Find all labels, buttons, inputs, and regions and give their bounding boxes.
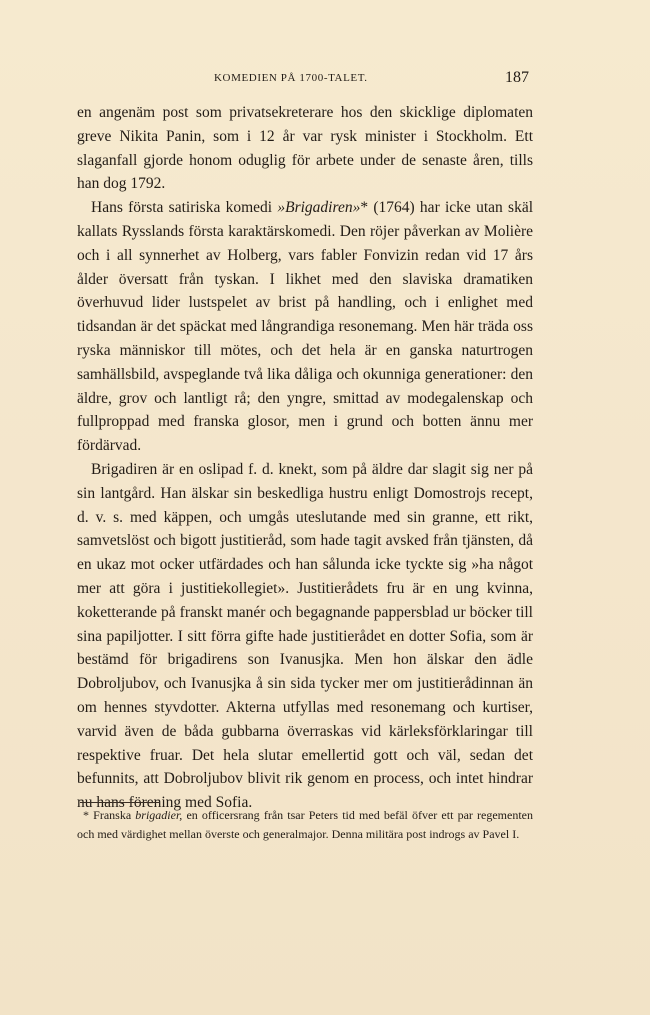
paragraph-2	[77, 196, 533, 458]
footnote-start: Franska	[93, 808, 136, 822]
play-title-brigadiren: »Brigadiren»	[277, 199, 361, 217]
running-title: KOMEDIEN PÅ 1700-TALET.	[214, 72, 368, 84]
footnote-divider	[80, 802, 160, 803]
paragraph-3: Brigadiren är en oslipad f. d. knekt, som på äldre dar slagit sig ner på sin lantgård. Han älskar sin beskedliga hustru enligt Domostrojs recept, d. v. s. med käppen, och umgås uteslutande med sin granne, ett rikt, samvetslöst och bigott justitieråd, som hade tagit avsked från tjänsten, då en ukaz mot ocker utfärdades och han sålunda icke tyckte sig »ha något mer att göra i justitiekollegiet». Justitierådets fru är en ung kvinna, koketterande på franskt manér och begagnande pappersblad ur böcker till sina papiljotter. I sitt förra gifte hade justitierådet en dotter Sofia, som är bestämd för brigadirens son Ivanusjka. Men hon älskar den ädle Dobroljubov, och Ivanusjka å sin sida tycker mer om justitierådinnan än om hennes styvdotter. Akterna utfyllas med resonemang och kurtiser, varvid även de båda gubbarna överraskas vid kärleksförklaringar till respektive fruar. Det hela slutar emellertid gott och väl, sedan det befunnits, att Dobroljubov blivit rik genom en process, och intet hindrar nu hans förening med Sofia.	[77, 460, 533, 812]
main-text	[77, 101, 533, 815]
paragraph-1: en angenäm post som privatsekreterare hos den skicklige diplomaten greve Nikita Panin, som i 12 år var rysk minister i Stockholm. Ett slaganfall gjorde honom oduglig för arbete under de senaste åren, tills han dog 1792.	[77, 104, 533, 193]
footnote-mark: *	[83, 808, 89, 822]
footnote-term: brigadier,	[135, 808, 183, 822]
paragraph-2-rest: * (1764) har icke utan skäl kallats Rysslands första karaktärskomedi. Den röjer påverkan av Molière och i all synnerhet av Holberg, vars fabler Fonvizin redan vid 17 års ålder översatt från tyskan. I likhet med den slaviska dramatiken överhuvud lider lustspelet av brist på handling, och i enlighet med tidsandan är det späckat med långrandiga resonemang. Men här träda oss ryska människor till mötes, och det hela är en ganska naturtrogen samhällsbild, avspeglande två lika dåliga och okunniga generationer: den äldre, grov och lantligt rå; den yngre, smittad av modegalenskap och fullproppad med franska glosor, men i grund och botten ännu mer fördärvad.	[77, 199, 533, 455]
page-number: 187	[505, 69, 529, 86]
paragraph-2-start: Hans första satiriska komedi	[91, 199, 278, 217]
footnote-rest: en officersrang från tsar Peters tid med befäl öfver ett par regementen och med värdighet mellan överste och generalmajor. Denna militära post indrogs av Pavel I.	[77, 808, 534, 841]
footnote	[77, 806, 533, 844]
